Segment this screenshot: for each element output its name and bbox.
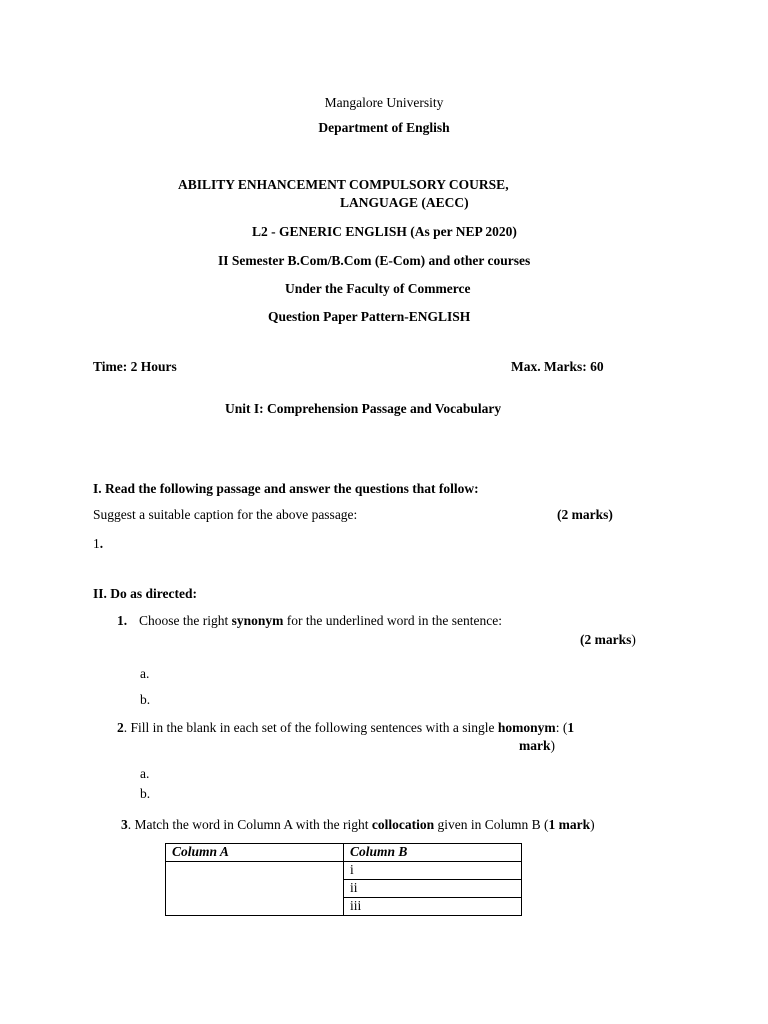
paper-title: L2 - GENERIC ENGLISH (As per NEP 2020) xyxy=(252,224,517,239)
q1-marks-close: ) xyxy=(631,632,636,647)
semester-line: II Semester B.Com/B.Com (E-Com) and other courses xyxy=(218,253,531,268)
q3-text-mid: given in Column B ( xyxy=(434,817,549,832)
q2-marks-close: ) xyxy=(550,738,555,753)
course-title-line1: ABILITY ENHANCEMENT COMPULSORY COURSE, xyxy=(178,177,509,192)
section1-question: Suggest a suitable caption for the above passage: xyxy=(93,507,358,522)
q3-text-pre: . Match the word in Column A with the right xyxy=(127,817,372,832)
column-b-header: Column B xyxy=(344,844,522,862)
q1-marks xyxy=(580,632,636,648)
q2-text xyxy=(117,720,574,736)
time-label: Time: 2 Hours xyxy=(93,359,177,374)
q3-marks-close: ) xyxy=(590,817,595,832)
q1-option-a: a. xyxy=(140,666,150,681)
pattern-line: Question Paper Pattern-ENGLISH xyxy=(268,309,471,324)
q2-colon: : ( xyxy=(555,720,568,735)
q1-number: 1. xyxy=(117,613,128,628)
max-marks-label: Max. Marks: 60 xyxy=(511,359,604,374)
column-b-cell: i xyxy=(344,862,522,880)
section2-heading: II. Do as directed: xyxy=(93,586,197,601)
q2-option-a: a. xyxy=(140,766,150,781)
q1-text-pre: Choose the right xyxy=(139,613,232,628)
q1-option-b: b. xyxy=(140,692,151,707)
department-name: Department of English xyxy=(318,120,450,135)
q2-text-body: . Fill in the blank in each set of the following sentences with a single xyxy=(123,720,498,735)
q2-number: 2 xyxy=(117,720,124,735)
section1-item xyxy=(93,536,103,552)
section1-marks: (2 marks) xyxy=(557,507,613,522)
section1-item-number: 1 xyxy=(93,536,100,551)
q3-marks-bold: 1 mark xyxy=(548,817,591,832)
q1-text-post: for the underlined word in the sentence: xyxy=(283,613,502,628)
column-a-cell xyxy=(166,862,344,916)
university-name: Mangalore University xyxy=(324,95,444,110)
q1-marks-bold: (2 marks xyxy=(580,632,632,647)
q2-marks-word: mark xyxy=(519,738,551,753)
q2-keyword-homonym: homonym xyxy=(497,720,556,735)
column-b-cell: iii xyxy=(344,898,522,916)
q2-option-b: b. xyxy=(140,786,151,801)
q2-marks-number: 1 xyxy=(567,720,575,735)
section1-heading: I. Read the following passage and answer the questions that follow: xyxy=(93,481,479,496)
collocation-table xyxy=(165,843,522,916)
q3-keyword-collocation: collocation xyxy=(371,817,435,832)
q1-text xyxy=(139,613,502,629)
course-title-line2: LANGUAGE (AECC) xyxy=(340,195,469,210)
q3-text xyxy=(121,817,595,833)
faculty-line: Under the Faculty of Commerce xyxy=(285,281,471,296)
unit-title: Unit I: Comprehension Passage and Vocabulary xyxy=(225,401,502,416)
section1-item-dot: . xyxy=(99,536,104,551)
q1-keyword-synonym: synonym xyxy=(231,613,284,628)
table-header-row xyxy=(166,844,522,862)
column-b-cell: ii xyxy=(344,880,522,898)
table-row xyxy=(166,862,522,880)
q3-number: 3 xyxy=(121,817,128,832)
column-a-header: Column A xyxy=(166,844,344,862)
q2-marks xyxy=(519,738,555,754)
